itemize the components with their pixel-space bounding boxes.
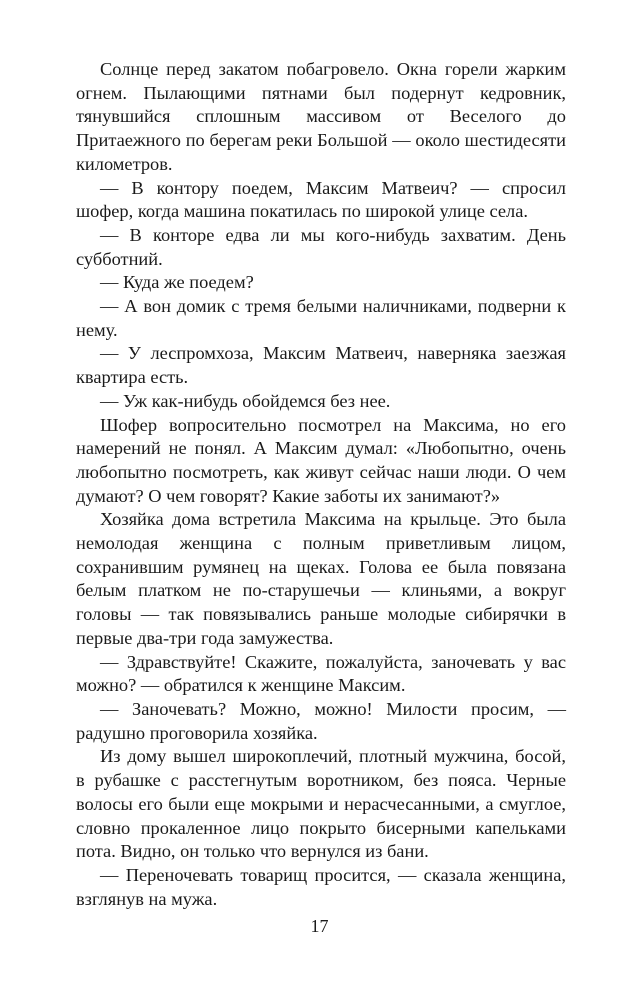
paragraph: Солнце перед закатом побагровело. Окна горели жарким огнем. Пылающими пятнами был подернут кедровник, тянувшийся сплошным массивом от Веселого до Притаежного по берегам реки Большой — около шестидесяти километров. [76,59,566,174]
paragraph: — А вон домик с тремя белыми наличниками, подверни к нему. [76,296,566,340]
page-number: 17 [310,916,329,936]
paragraph: Шофер вопросительно посмотрел на Максима, но его намерений не понял. А Максим думал: «Любопытно, очень любопытно посмотреть, как живут сейчас наши люди. О чем думают? О чем говорят? Какие заботы их занимают?» [76,414,566,506]
paragraph: — У леспромхоза, Максим Матвеич, наверняка заезжая квартира есть. [76,343,566,388]
paragraph: — Куда же поедем? [100,272,254,293]
paragraph: — Здравствуйте! Скажите, пожалуйста, заночевать у вас можно? — обратился к женщине Максим. [76,651,566,696]
paragraph: — В контору поедем, Максим Матвеич? — спросил шофер, когда машина покатилась по широкой улице села. [76,177,566,222]
paragraph: Из дому вышел широкоплечий, плотный мужчина, босой, в рубашке с расстегнутым воротником, без пояса. Черные волосы его были еще мокрыми и нерасчесанными, а смуглое, словно прокаленное лицо покрыто бисерными капельками пота. Видно, он только что вернулся из бани. [76,746,566,862]
book-page-text [76,58,566,911]
paragraph: — В конторе едва ли мы кого-нибудь захватим. День субботний. [76,224,566,269]
paragraph: — Заночевать? Можно, можно! Милости просим, — радушно проговорила хозяйка. [76,698,566,743]
paragraph: — Переночевать товарищ просится, — сказала женщина, взглянув на мужа. [76,864,566,909]
paragraph: — Уж как-нибудь обойдемся без нее. [100,390,391,411]
paragraph: Хозяйка дома встретила Максима на крыльце. Это была немолодая женщина с полным приветливым лицом, сохранившим румянец на щеках. Голова ее была повязана белым платком не по-старушечьи — клиньями, а вокруг головы — так повязывались раньше молодые сибирячки в первые два-три года замужества. [76,509,566,648]
